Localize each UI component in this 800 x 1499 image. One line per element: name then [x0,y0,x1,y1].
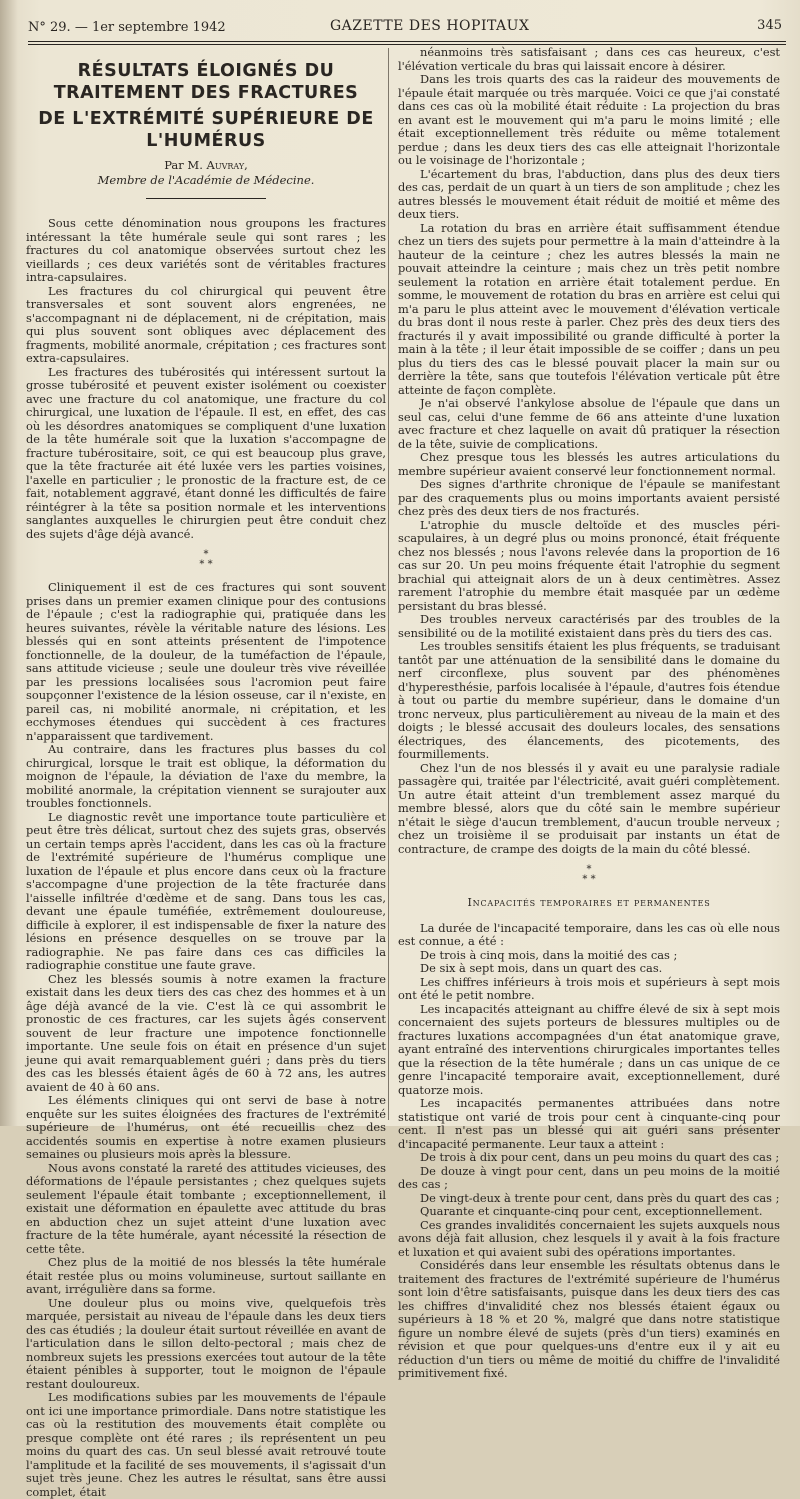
paragraph: Les incapacités permanentes attribuées dans notre statistique ont varié de trois pour cent à cinquante-cinq pour cent. Il n'est pas un blessé qui ait guéri sans présenter d'incapacité permanente. Leur taux a atteint : [398,1096,780,1151]
paragraph: Chez plus de la moitié de nos blessés la tête humérale était restée plus ou moins volumineuse, surtout saillante en avant, irrégulière dans sa forme. [26,1255,386,1296]
clinical-paragraphs [26,581,386,1499]
incapacity-paragraphs [398,922,780,1381]
right-column [398,46,780,1381]
page-header [28,14,786,44]
paragraph: De trois à cinq mois, dans la moitié des cas ; [420,947,678,962]
intro-paragraphs [26,217,386,541]
right-paragraphs [398,46,780,856]
title-rule [146,198,266,199]
paragraph: L'atrophie du muscle deltoïde et des muscles péri-scapulaires, à un degré plus ou moins prononcé, était fréquente chez nos blessés ; nous l'avons relevée dans la proportion de 16 cas sur 20. Un peu moins fréquente était l'atrophie du segment brachial qui atteignait alors de un à deux centimètres. Assez rarement l'atrophie du membre était masquée par un œdème persistant du bras blessé. [398,517,780,613]
paragraph: La durée de l'incapacité temporaire, dans les cas où elle nous est connue, a été : [398,920,780,948]
paragraph: L'écartement du bras, l'abduction, dans plus des deux tiers des cas, perdait de un quart à un tiers de son amplitude ; chez les autres blessés le mouvement était réduit de moitié et même des deux tiers. [398,166,780,221]
paragraph: Sous cette dénomination nous groupons les fractures intéressant la tête humérale seule qui sont rares ; les fractures du col anatomique observées surtout chez les vieillards ; ces deux variétés sont de véritables fractures intra-capsulaires. [26,216,386,284]
author-name: Auvray [206,158,245,172]
page-number: 345 [757,18,782,33]
paragraph: Les fractures du col chirurgical qui peuvent être transversales et sont souvent alors engrenées, ne s'accompagnant ni de déplacement, ni de crépitation, mais qui plus souvent sont obliques avec déplacement des fragments, mobilité anormale, crépitation ; ces fractures sont extra-capsulaires. [26,283,386,365]
paragraph: Nous avons constaté la rareté des attitudes vicieuses, des déformations de l'épaule persistantes ; chez quelques sujets seulement l'épaule était tombante ; exceptionnellement, il existait une déformation en épaulette avec attitude du bras en abduction chez un sujet atteint d'une luxation avec fracture de la tête humérale, ayant nécessité la résection de cette tête. [26,1160,386,1256]
paragraph: Dans les trois quarts des cas la raideur des mouvements de l'épaule était marquée ou très marquée. Voici ce que j'ai constaté dans ces cas où la mobilité était réduite : La projection du bras en avant est le mouvement qui m'a paru le moins limité ; elle était exceptionnellement très réduite ou même totalement perdue ; dans les deux tiers des cas elle atteignait l'horizontale ou le voisinage de l'horizontale ; [398,72,780,167]
paragraph: Chez presque tous les blessés les autres articulations du membre supérieur avaient conservé leur fonctionnement normal. [398,450,780,478]
paragraph: Chez les blessés soumis à notre examen la fracture existait dans les deux tiers des cas chez des hommes et à un âge déjà avancé de la vie. C'est là ce qui assombrit le pronostic de ces fractures, car les sujets âgés conservent souvent de leur fracture une impotence fonctionnelle importante. Une seule fois on était en présence d'un sujet jeune qui avait remarquablement guéri ; dans près du tiers des cas les blessés étaient âgés de 60 à 72 ans, les autres avaient de 40 à 60 ans. [26,971,386,1094]
paragraph: Considérés dans leur ensemble les résultats obtenus dans le traitement des fractures de l'extrémité supérieure de l'humérus sont loin d'être satisfaisants, puisque dans les deux tiers des cas les chiffres d'invalidité chez nos blessés étaient égaux ou supérieurs à 18 % et 20 %, malgré que dans notre statistique figure un nombre élevé de sujets (près d'un tiers) examinés en révision et que pour quelques-uns d'entre eux il y ait eu réduction d'un tiers ou même de moitié du chiffre de l'invalidité primitivement fixé. [398,1258,780,1380]
paragraph: Les fractures des tubérosités qui intéressent surtout la grosse tubérosité et peuvent exister isolément ou coexister avec une fracture du col anatomique, une fracture du col chirurgical, une luxation de l'épaule. Il est, en effet, des cas où les désordres anatomiques se compliquent d'une luxation de la tête humérale soit que la luxation s'accompagne de fracture tubérositaire, soit, ce qui est beaucoup plus grave, que la tête fracturée ait été luxée vers les parties voisines, l'axelle en particulier ; le pronostic de la fracture est, de ce fait, notablement aggravé, étant donné les difficultés de faire réintégrer à la tête sa position normale et les interventions sanglantes auxquelles le chirurgien peut être conduit chez des sujets d'âge déjà avancé. [26,364,386,541]
article-title-line2: DE L'EXTRÉMITÉ SUPÉRIEURE DE L'HUMÉRUS [38,109,374,151]
paragraph: néanmoins très satisfaisant ; dans ces cas heureux, c'est l'élévation verticale du bras qui laissait encore à désirer. [398,45,780,73]
section-stars-2: * * * [582,864,596,885]
author-affiliation: Membre de l'Académie de Médecine. [97,173,315,187]
paragraph: La rotation du bras en arrière était suffisamment étendue chez un tiers des sujets pour permettre à la main d'atteindre à la hauteur de la ceinture ; chez les autres blessés la main ne pouvait atteindre la ceinture ; mais chez un très petit nombre seulement la rotation en arrière était totalement perdue. En somme, le mouvement de rotation du bras en arrière est celui qui m'a paru le plus atteint avec le mouvement d'élévation verticale du bras dont il nous reste à parler. Chez près des deux tiers des fracturés il y avait impossibilité ou grande difficulté à porter la main à la tête ; il leur était impossible de se coiffer ; dans un peu plus du tiers des cas le blessé pouvait placer la main sur ou derrière la tête, sans que toutefois l'élévation verticale pût être atteinte de façon complète. [398,220,780,397]
paragraph: Les modifications subies par les mouvements de l'épaule ont ici une importance primordiale. Dans notre statistique les cas où la restitution des mouvements était complète ou presque complète ont été rares ; ils représentent un peu moins du quart des cas. Un seul blessé avait retrouvé toute l'amplitude et la facilité de ses mouvements, il s'agissait d'un sujet très jeune. Chez les autres le résultat, sans être aussi complet, était [26,1390,386,1499]
paragraph: Une douleur plus ou moins vive, quelquefois très marquée, persistait au niveau de l'épaule dans les deux tiers des cas étudiés ; la douleur était surtout réveillée en avant de l'articulation dans le sillon delto-pectoral ; mais chez de nombreux sujets les pressions exercées tout autour de la tête étaient pénibles à supporter, tout le moignon de l'épaule restant douloureux. [26,1295,386,1391]
paragraph: De six à sept mois, dans un quart des cas. [420,961,663,975]
paragraph: Je n'ai observé l'ankylose absolue de l'épaule que dans un seul cas, celui d'une femme de 66 ans atteinte d'une luxation avec fracture et chez laquelle on avait dû pratiquer la résection de la tête, suivie de complications. [398,396,780,451]
journal-name: GAZETTE DES HOPITAUX [330,18,530,34]
section-heading: Incapacités temporaires et permanentes [467,896,711,909]
paragraph: Cliniquement il est de ces fractures qui sont souvent prises dans un premier examen clinique pour des contusions de l'épaule ; c'est la radiographie qui, pratiquée dans les heures suivantes, révèle la véritable nature des lésions. Les blessés qui en sont atteints présentent de l'impotence fonctionnelle, de la douleur, de la tuméfaction de l'épaule, sans attitude vicieuse ; seule une douleur très vive réveillée par les pressions localisées sous l'acromion peut faire soupçonner l'existence de la lésion osseuse, car il n'existe, en pareil cas, ni mobilité anormale, ni crépitation, et les ecchymoses étendues qui succèdent à ces fractures n'apparaissent que tardivement. [26,580,386,743]
paragraph: Des troubles nerveux caractérisés par des troubles de la sensibilité ou de la motilité existaient dans près du tiers des cas. [398,612,780,640]
paragraph: Chez l'un de nos blessés il y avait eu une paralysie radiale passagère qui, traitée par l'électricité, avait guéri complètement. Un autre était atteint d'un tremblement assez marqué du membre blessé, alors que du côté sain le membre supérieur n'était le siège d'aucun tremblement, d'aucun trouble nerveux ; chez un troisième il se produisait par instants un état de contracture, de crampe des doigts de la main du côté blessé. [398,760,780,856]
issue-line: N° 29. — 1er septembre 1942 [28,20,226,35]
paragraph: Ces grandes invalidités concernaient les sujets auxquels nous avons déjà fait allusion, chez lesquels il y avait à la fois fracture et luxation et qui avaient subi des opérations importantes. [398,1217,780,1259]
section-stars: * * * [199,549,213,570]
paragraph: Quarante et cinquante-cinq pour cent, exceptionnellement. [420,1204,763,1218]
paragraph: De vingt-deux à trente pour cent, dans près du quart des cas ; [420,1190,780,1205]
paragraph: Les troubles sensitifs étaient les plus fréquents, se traduisant tantôt par une atténuation de la sensibilité dans le domaine du nerf circonflexe, plus souvent par des phénomènes d'hyperesthésie, parfois localisée à l'épaule, d'autres fois étendue à tout ou partie du membre supérieur, dans le domaine d'un tronc nerveux, plus particulièrement au niveau de la main et des doigts ; le blessé accusait des douleurs locales, des sensations électriques, des élancements, des picotements, des fourmillements. [398,639,780,761]
paragraph: Les chiffres inférieurs à trois mois et supérieurs à sept mois ont été le petit nombre. [398,974,780,1002]
paragraph: De trois à dix pour cent, dans un peu moins du quart des cas ; [420,1150,780,1164]
author-prefix: Par M. [164,158,203,172]
paragraph: De douze à vingt pour cent, dans un peu moins de la moitié des cas ; [398,1163,780,1191]
paragraph: Les éléments cliniques qui ont servi de base à notre enquête sur les suites éloignées des fractures de l'extrémité supérieure de l'humérus, ont été recueillis chez des accidentés soumis en expertise à notre examen plusieurs semaines ou plusieurs mois après la blessure. [26,1093,386,1161]
column-divider [388,48,389,1120]
left-column [26,56,386,1499]
article-title-line1: RÉSULTATS ÉLOIGNÉS DU TRAITEMENT DES FRACTURES [53,61,359,103]
paragraph: Le diagnostic revêt une importance toute particulière et peut être très délicat, surtout chez des sujets gras, observés un certain temps après l'accident, dans les cas où la fracture de l'extrémité supérieure de l'humérus complique une luxation de l'épaule et plus encore dans ceux où la fracture s'accompagne d'une projection de la tête fracturée dans l'aisselle infiltrée d'œdème et de sang. Dans tous les cas, devant une épaule tuméfiée, extrêmement douloureuse, difficile à explorer, il est indispensable de fixer la nature des lésions en présence desquelles on se trouve par la radiographie. Ne pas faire dans ces cas difficiles la radiographie constitue une faute grave. [26,809,386,972]
header-rule [28,41,786,42]
paragraph: Au contraire, dans les fractures plus basses du col chirurgical, lorsque le trait est oblique, la déformation du moignon de l'épaule, la déviation de l'axe du membre, la mobilité anormale, la crépitation viennent se surajouter aux troubles fonctionnels. [26,742,386,810]
paragraph: Les incapacités atteignant au chiffre élevé de six à sept mois concernaient des sujets porteurs de blessures multiples ou de fractures luxations accompagnées d'un état anatomique grave, ayant entraîné des interventions chirurgicales importantes telles que la résection de la tête humérale ; dans un cas unique de ce genre l'incapacité temporaire avait, exceptionnellement, duré quatorze mois. [398,1001,780,1097]
paragraph: Des signes d'arthrite chronique de l'épaule se manifestant par des craquements plus ou moins importants avaient persisté chez près des deux tiers de nos fracturés. [398,477,780,518]
author-block: Par M. Auvray, Membre de l'Académie de Médecine. [97,158,315,187]
